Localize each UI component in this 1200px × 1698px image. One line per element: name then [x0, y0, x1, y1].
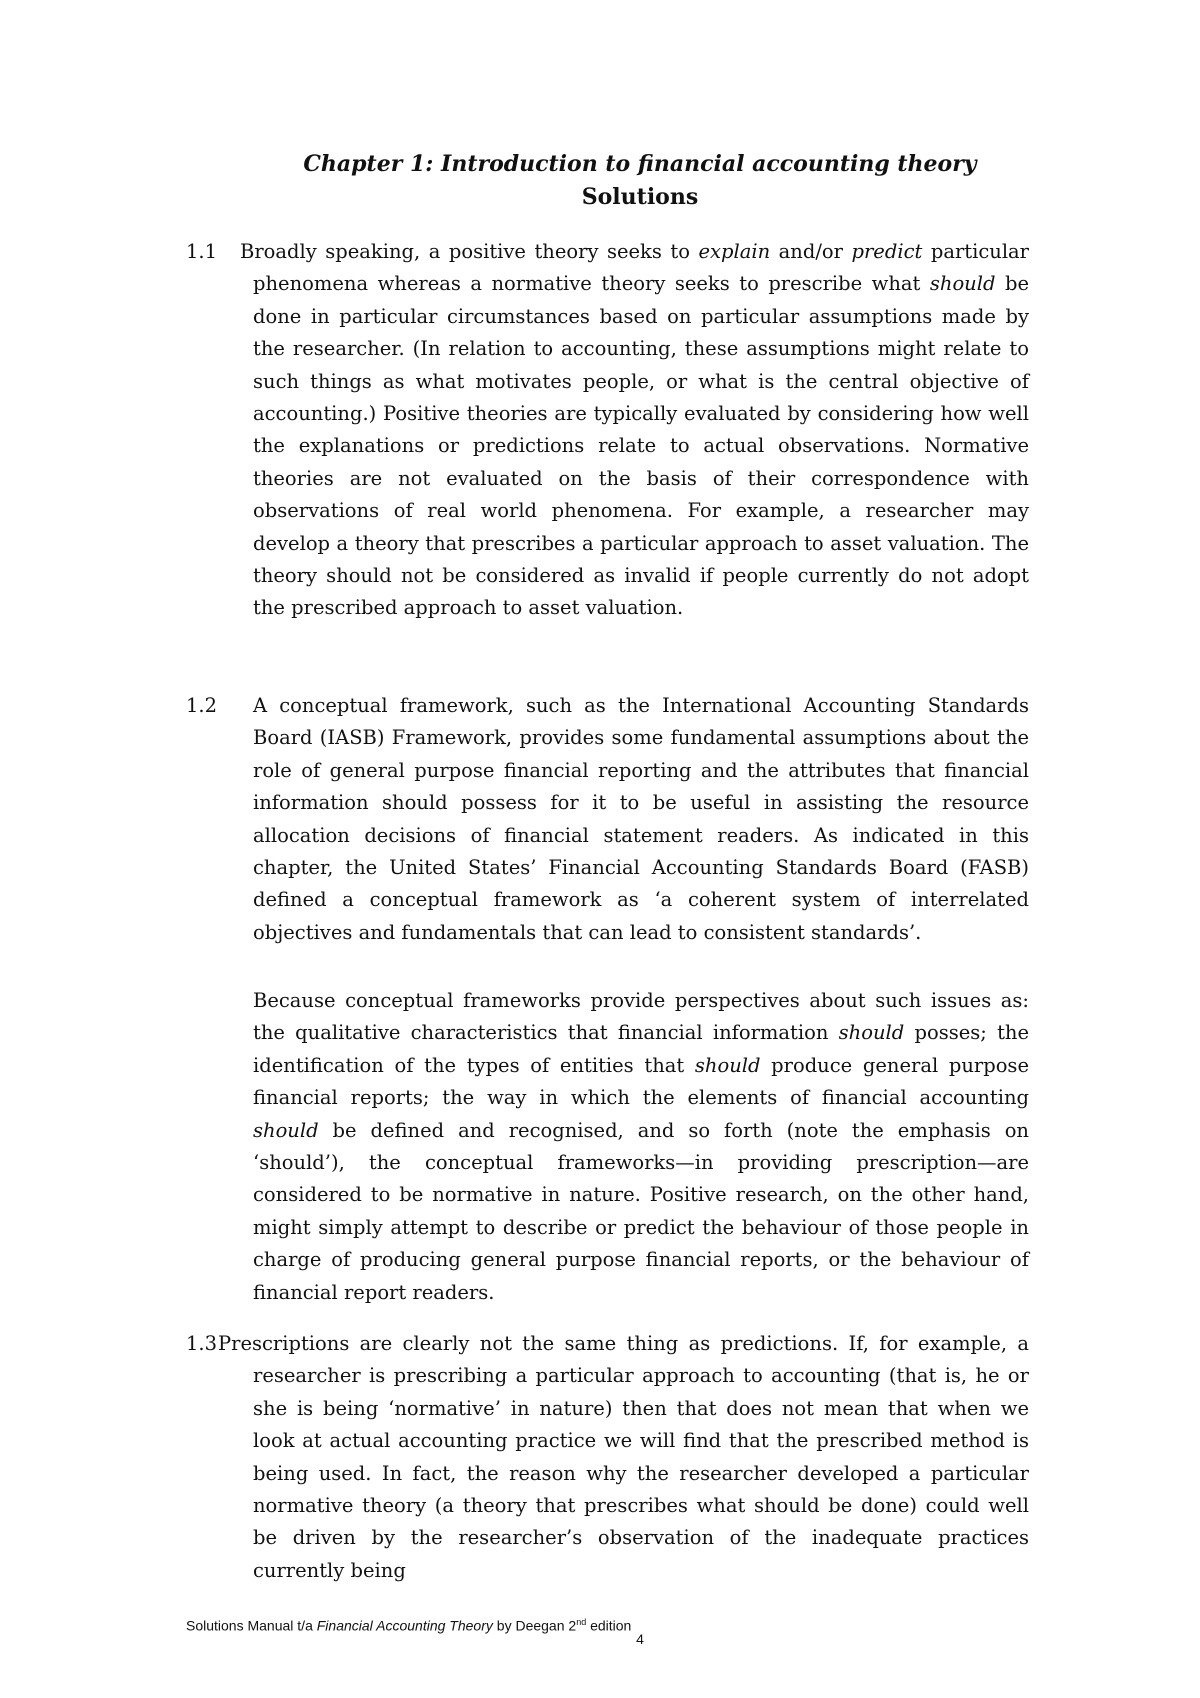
answer-text: [218, 1328, 1029, 1587]
footer-sup: nd: [576, 1617, 587, 1627]
footer-book-title: Financial Accounting Theory: [316, 1617, 493, 1634]
chapter-title: Chapter 1: Introduction to financial accounting theory: [303, 151, 977, 177]
emphasis-text: should: [694, 1053, 761, 1077]
answer-number: 1.2: [186, 694, 218, 717]
footer-mid: by Deegan 2: [492, 1617, 577, 1634]
body-text: posses; the identification of the types of entities that: [253, 1021, 1029, 1077]
answer-text: [240, 236, 1030, 625]
body-text: Prescriptions are clearly not the same thing as predictions. If, for example, a researcher is prescribing a particular approach to accounting (that is, he or she is being ‘normative’ in nature) then that does not mean that when we look at actual accounting practice we will find that the prescribed method is being used. In fact, the reason why the researcher developed a particular normative theory (a theory that prescribes what should be done) could well be driven by the researcher’s observation of the inadequate practices currently being: [218, 1332, 1029, 1582]
body-text: be done in particular circumstances based on particular assumptions made by the researcher. (In relation to accounting, these assumptions might relate to such things as what motivates people, or what is the central objective of accounting.) Positive theories are typically evaluated by considering how well the explanations or predictions relate to actual observations. Normative theories are not evaluated on the basis of their correspondence with observations of real world phenomena. For example, a researcher may develop a theory that prescribes a particular approach to asset valuation. The theory should not be considered as invalid if people currently do not adopt the prescribed approach to asset valuation.: [253, 272, 1029, 620]
answer-1-1: [186, 236, 1029, 625]
answer-1-3: [186, 1328, 1029, 1587]
answer-1-2: [186, 690, 1029, 949]
emphasis-text: explain: [698, 240, 771, 263]
answer-text: [253, 690, 1029, 949]
answer-number: 1.1: [186, 240, 218, 263]
footer-prefix: Solutions Manual t/a: [186, 1617, 317, 1634]
answer-number: 1.3: [186, 1332, 218, 1355]
page-subtitle: Solutions: [581, 184, 699, 210]
body-text: and/or: [770, 240, 852, 263]
body-text: Because conceptual frameworks provide perspectives about such issues as: the qualitative characteristics that financial information: [253, 989, 1029, 1045]
body-text: particular phenomena whereas a normative theory seeks to prescribe what: [253, 240, 1030, 296]
emphasis-text: should: [838, 1021, 905, 1045]
body-text: A conceptual framework, such as the International Accounting Standards Board (IASB) Framework, provides some fundamental assumptions about the role of general purpose financial reporting and the attributes that financial information should possess for it to be useful in assisting the resource allocation decisions of financial statement readers. As indicated in this chapter, the United States’ Financial Accounting Standards Board (FASB) defined a conceptual framework as ‘a coherent system of interrelated objectives and fundamentals that can lead to consistent standards’.: [253, 694, 1029, 944]
page-number: 4: [636, 1631, 644, 1647]
body-text: produce general purpose financial reports; the way in which the elements of financial accounting: [253, 1053, 1029, 1110]
footer-suffix: edition: [586, 1617, 632, 1634]
answer-1-2-continuation: [186, 985, 1029, 1309]
emphasis-text: should: [253, 1118, 319, 1142]
emphasis-text: should: [929, 272, 996, 296]
body-text: Broadly speaking, a positive theory seeks to: [240, 240, 699, 263]
emphasis-text: predict: [851, 240, 923, 263]
answer-text: [253, 985, 1029, 1309]
body-text: be defined and recognised, and so forth (note the emphasis on ‘should’), the conceptual frameworks—in providing prescription—are considered to be normative in nature. Positive research, on the other hand, might simply attempt to describe or predict the behaviour of those people in charge of producing general purpose financial reports, or the behaviour of financial report readers.: [253, 1118, 1029, 1304]
